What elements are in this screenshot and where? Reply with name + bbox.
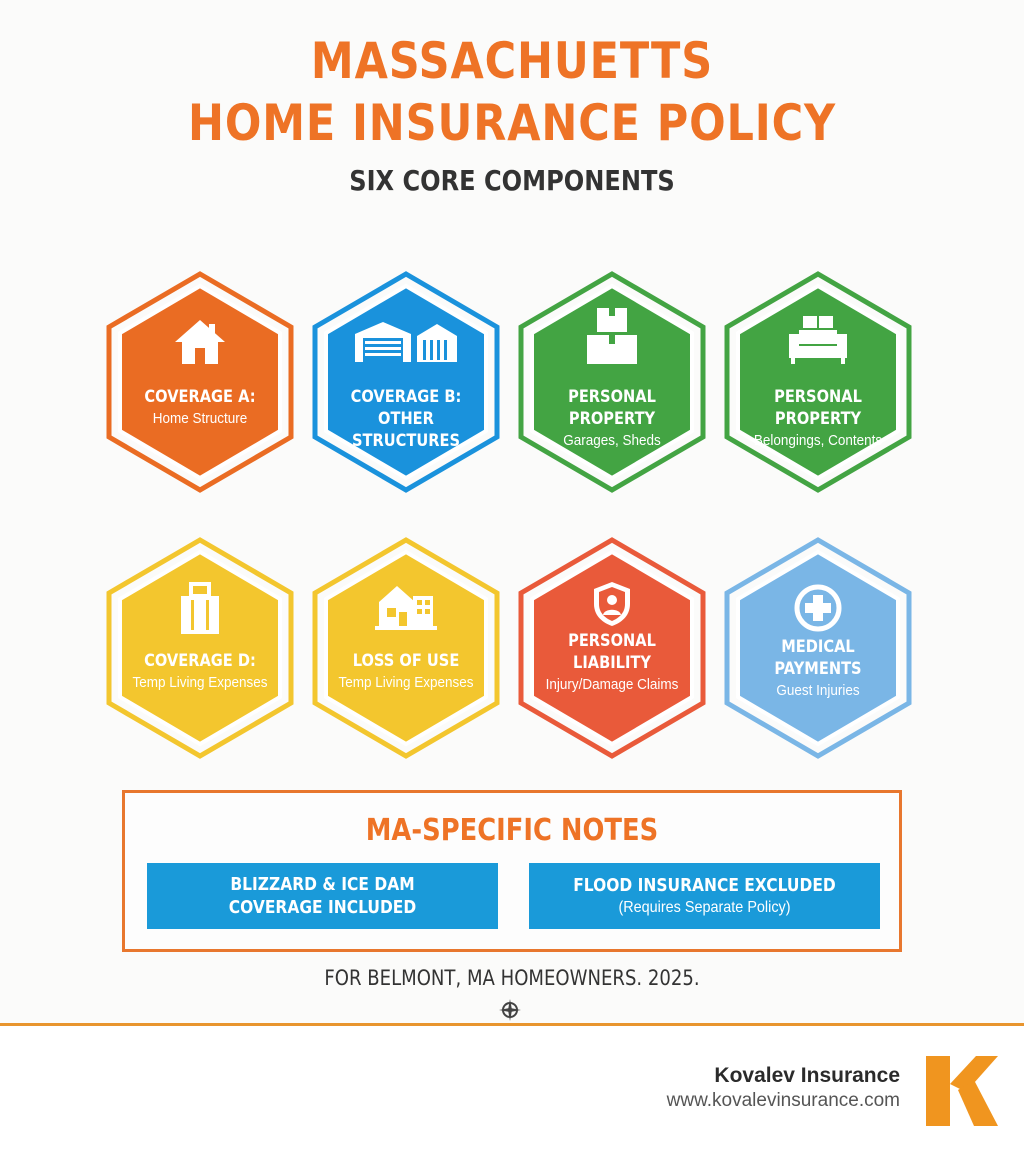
house-building-icon xyxy=(311,582,501,630)
title-line-2: HOME INSURANCE POLICY xyxy=(187,94,837,152)
shield-person-icon xyxy=(517,580,707,628)
component-personal-property-belongings xyxy=(723,270,913,494)
component-coverage-d xyxy=(105,536,295,760)
component-subtitle: Guest Injuries xyxy=(776,682,860,699)
component-title: COVERAGE A: xyxy=(144,387,256,407)
hexagon-tile xyxy=(723,270,913,494)
component-subtitle: Belongings, Contents xyxy=(753,432,883,449)
component-subtitle: Home Structure xyxy=(152,410,248,427)
brand-name: Kovalev Insurance xyxy=(714,1064,900,1087)
hexagon-tile xyxy=(105,270,295,494)
brand-url[interactable]: www.kovalevinsurance.com xyxy=(666,1090,900,1111)
component-title: PERSONAL PROPERTY xyxy=(568,387,656,429)
component-title: LOSS OF USE xyxy=(352,651,460,671)
hexagon-tile xyxy=(311,536,501,760)
hexagon-tile xyxy=(311,270,501,494)
suitcase-icon xyxy=(105,582,295,636)
compass-icon xyxy=(498,998,522,1022)
component-subtitle: Injury/Damage Claims xyxy=(545,676,679,693)
component-personal-liability xyxy=(517,536,707,760)
notes-title: MA-SPECIFIC NOTES xyxy=(365,813,659,848)
component-title: COVERAGE D: xyxy=(144,651,256,671)
ma-specific-notes-panel xyxy=(122,790,902,952)
boxes-icon xyxy=(517,304,707,366)
house-icon xyxy=(105,318,295,366)
note-main-text: BLIZZARD & ICE DAM COVERAGE INCLUDED xyxy=(228,874,417,918)
component-coverage-b xyxy=(311,270,501,494)
component-subtitle: Temp Living Expenses xyxy=(132,674,268,691)
hexagon-tile xyxy=(105,536,295,760)
component-subtitle: Garages, Sheds xyxy=(563,432,661,449)
note-blizzard-coverage xyxy=(147,863,498,929)
title-line-1: MASSACHUETTS xyxy=(310,32,714,90)
note-flood-exclusion xyxy=(529,863,880,929)
audience-note: FOR BELMONT, MA HOMEOWNERS. 2025. xyxy=(324,966,700,990)
component-medical-payments xyxy=(723,536,913,760)
component-personal-property-garages xyxy=(517,270,707,494)
note-main-text: FLOOD INSURANCE EXCLUDED xyxy=(573,874,836,896)
component-subtitle: Temp Living Expenses xyxy=(338,674,474,691)
component-title: PERSONAL PROPERTY xyxy=(774,387,862,429)
medical-cross-icon xyxy=(723,584,913,632)
component-title: PERSONAL LIABILITY xyxy=(568,631,656,673)
component-coverage-a xyxy=(105,270,295,494)
subtitle: SIX CORE COMPONENTS xyxy=(349,164,675,197)
sofa-icon xyxy=(723,314,913,366)
note-sub-text: (Requires Separate Policy) xyxy=(618,898,791,916)
garage-shed-icon xyxy=(311,320,501,364)
component-title: MEDICAL PAYMENTS xyxy=(774,637,862,679)
k-logo-icon xyxy=(926,1056,998,1126)
component-title: COVERAGE B: OTHER STRUCTURES xyxy=(350,387,462,451)
component-loss-of-use xyxy=(311,536,501,760)
